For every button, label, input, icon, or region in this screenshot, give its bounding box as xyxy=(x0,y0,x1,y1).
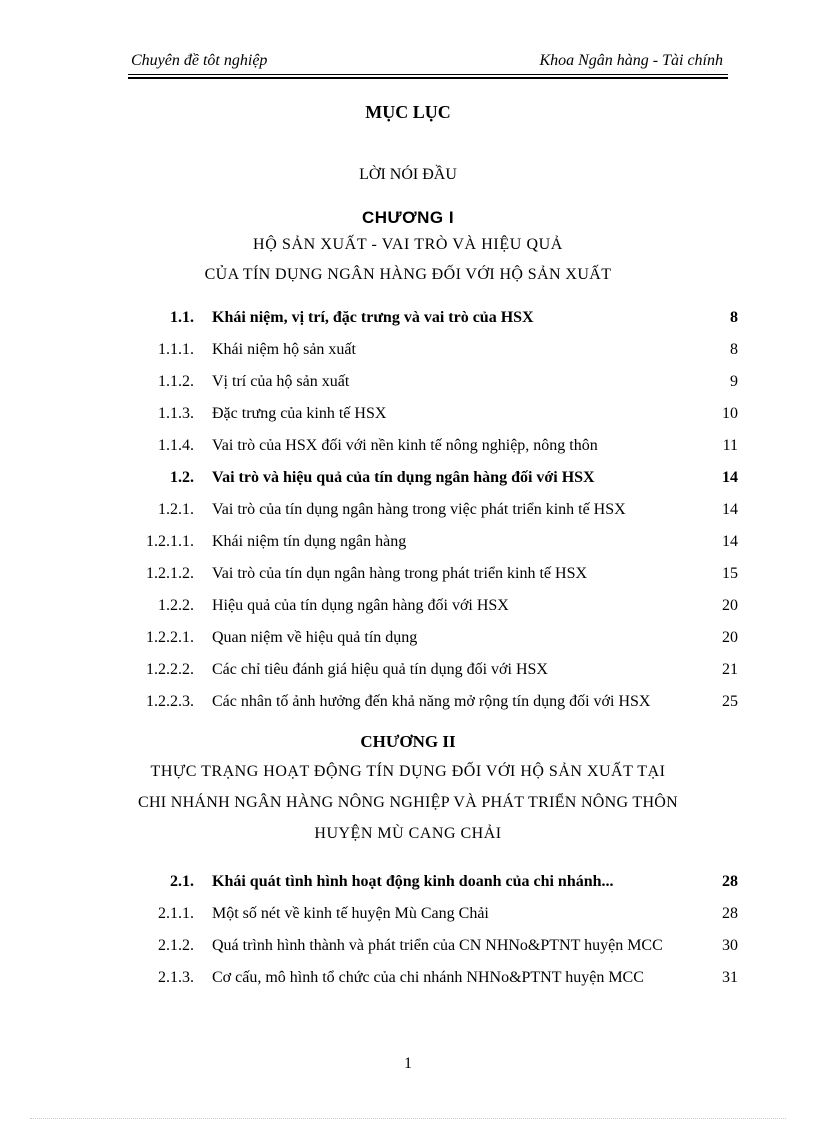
toc-entry-page: 14 xyxy=(722,501,738,518)
toc-entry-title: Khái niệm tín dụng ngân hàng xyxy=(212,533,407,550)
toc-entry-title: Khái quát tình hình hoạt động kinh doanh của chi nhánh... xyxy=(212,873,614,890)
toc-entry-title: Các chỉ tiêu đánh giá hiệu quả tín dụng đối với HSX xyxy=(212,661,548,678)
toc-entry-number: 2.1. xyxy=(170,873,194,890)
chapter2-label: CHƯƠNG II xyxy=(360,732,456,751)
toc-entry-number: 1.2.2.2. xyxy=(146,661,194,678)
toc-entry[interactable] xyxy=(0,565,816,589)
toc-entry-number: 1.1.3. xyxy=(158,405,194,422)
bottom-border xyxy=(30,1118,786,1119)
toc-entry[interactable] xyxy=(0,629,816,653)
toc-entry-page: 14 xyxy=(722,469,738,486)
toc-entry-title: Vai trò của tín dụng ngân hàng trong việc phát triển kinh tế HSX xyxy=(212,501,626,518)
chapter1-title-line1: HỘ SẢN XUẤT - VAI TRÒ VÀ HIỆU QUẢ xyxy=(253,236,563,253)
toc-entry-number: 2.1.3. xyxy=(158,969,194,986)
toc-entry-title: Một số nét về kinh tế huyện Mù Cang Chải xyxy=(212,905,489,922)
toc-entry-number: 1.1.1. xyxy=(158,341,194,358)
toc-entry-title: Quá trình hình thành và phát triển của CN NHNo&PTNT huyện MCC xyxy=(212,937,663,954)
toc-entry-title: Đặc trưng của kinh tế HSX xyxy=(212,405,387,422)
toc-entry-number: 1.1. xyxy=(170,309,194,326)
header-rule xyxy=(128,74,728,75)
chapter2-title-line2: CHI NHÁNH NGÂN HÀNG NÔNG NGHIỆP VÀ PHÁT TRIỂN NÔNG THÔN xyxy=(137,794,679,811)
toc-entry-page: 15 xyxy=(722,565,738,582)
toc-entry-number: 1.2.1.2. xyxy=(146,565,194,582)
toc-entry-number: 1.1.2. xyxy=(158,373,194,390)
toc-entry-page: 31 xyxy=(722,969,738,986)
toc-entry-title: Vai trò của tín dụn ngân hàng trong phát triển kinh tế HSX xyxy=(212,565,588,582)
toc-entry[interactable] xyxy=(0,373,816,397)
toc-entry[interactable] xyxy=(0,905,816,929)
toc-entry[interactable] xyxy=(0,533,816,557)
toc-entry-page: 20 xyxy=(722,597,738,614)
toc-entry-title: Khái niệm hộ sản xuất xyxy=(212,341,356,358)
toc-entry[interactable] xyxy=(0,693,816,717)
toc-entry-title: Vai trò của HSX đối với nền kinh tế nông nghiệp, nông thôn xyxy=(212,437,598,454)
toc-entry-title: Cơ cấu, mô hình tổ chức của chi nhánh NHNo&PTNT huyện MCC xyxy=(212,969,644,986)
toc-entry-number: 1.2.2. xyxy=(158,597,194,614)
toc-entry[interactable] xyxy=(0,597,816,621)
header-rule-thick xyxy=(128,77,728,79)
chapter2-title-line1: THỰC TRẠNG HOẠT ĐỘNG TÍN DỤNG ĐỐI VỚI HỘ SẢN XUẤT TẠI xyxy=(150,763,666,780)
toc-entry-number: 1.1.4. xyxy=(158,437,194,454)
toc-entry-title: Vai trò và hiệu quả của tín dụng ngân hàng đối với HSX xyxy=(212,469,595,486)
toc-entry-title: Khái niệm, vị trí, đặc trưng và vai trò của HSX xyxy=(212,309,534,326)
toc-entry[interactable] xyxy=(0,469,816,493)
toc-entry-number: 1.2.2.1. xyxy=(146,629,194,646)
header-right: Khoa Ngân hàng - Tài chính xyxy=(539,52,723,69)
chapter2-title-line3: HUYỆN MÙ CANG CHẢI xyxy=(314,825,502,842)
toc-entry[interactable] xyxy=(0,661,816,685)
toc-entry[interactable] xyxy=(0,501,816,525)
toc-entry-page: 8 xyxy=(730,341,738,358)
toc-entry-title: Quan niệm về hiệu quả tín dụng xyxy=(212,629,418,646)
toc-entry-number: 2.1.1. xyxy=(158,905,194,922)
toc-entry[interactable] xyxy=(0,309,816,333)
toc-entry[interactable] xyxy=(0,437,816,461)
chapter1-title-line2: CỦA TÍN DỤNG NGÂN HÀNG ĐỐI VỚI HỘ SẢN XUẤT xyxy=(204,266,612,283)
toc-entry-page: 28 xyxy=(722,873,738,890)
toc-entry-number: 1.2. xyxy=(170,469,194,486)
toc-entry-title: Vị trí của hộ sản xuất xyxy=(212,373,350,390)
toc-entry[interactable] xyxy=(0,969,816,993)
toc-entry-page: 8 xyxy=(730,309,738,326)
toc-entry-title: Hiệu quả của tín dụng ngân hàng đối với HSX xyxy=(212,597,509,614)
chapter1-label: CHƯƠNG I xyxy=(361,208,455,227)
toc-entry-number: 1.2.1.1. xyxy=(146,533,194,550)
toc-entry-page: 9 xyxy=(730,373,738,390)
toc-entry-page: 11 xyxy=(722,437,738,454)
toc-entry-page: 21 xyxy=(722,661,738,678)
toc-entry[interactable] xyxy=(0,405,816,429)
toc-entry-page: 28 xyxy=(722,905,738,922)
toc-entry-number: 2.1.2. xyxy=(158,937,194,954)
toc-title: MỤC LỤC xyxy=(365,102,451,122)
toc-entry-number: 1.2.1. xyxy=(158,501,194,518)
toc-entry-number: 1.2.2.3. xyxy=(146,693,194,710)
preface-heading: LỜI NÓI ĐẦU xyxy=(359,166,457,183)
header-left: Chuyên đề tôt nghiệp xyxy=(131,52,268,69)
toc-entry-page: 14 xyxy=(722,533,738,550)
toc-entry-page: 30 xyxy=(722,937,738,954)
toc-entry-page: 10 xyxy=(722,405,738,422)
toc-entry-page: 20 xyxy=(722,629,738,646)
toc-entry-title: Các nhân tố ảnh hưởng đến khả năng mở rộng tín dụng đối với HSX xyxy=(212,693,651,710)
toc-entry[interactable] xyxy=(0,937,816,961)
toc-entry[interactable] xyxy=(0,873,816,897)
toc-entry-page: 25 xyxy=(722,693,738,710)
page-number: 1 xyxy=(404,1055,412,1072)
toc-entry[interactable] xyxy=(0,341,816,365)
